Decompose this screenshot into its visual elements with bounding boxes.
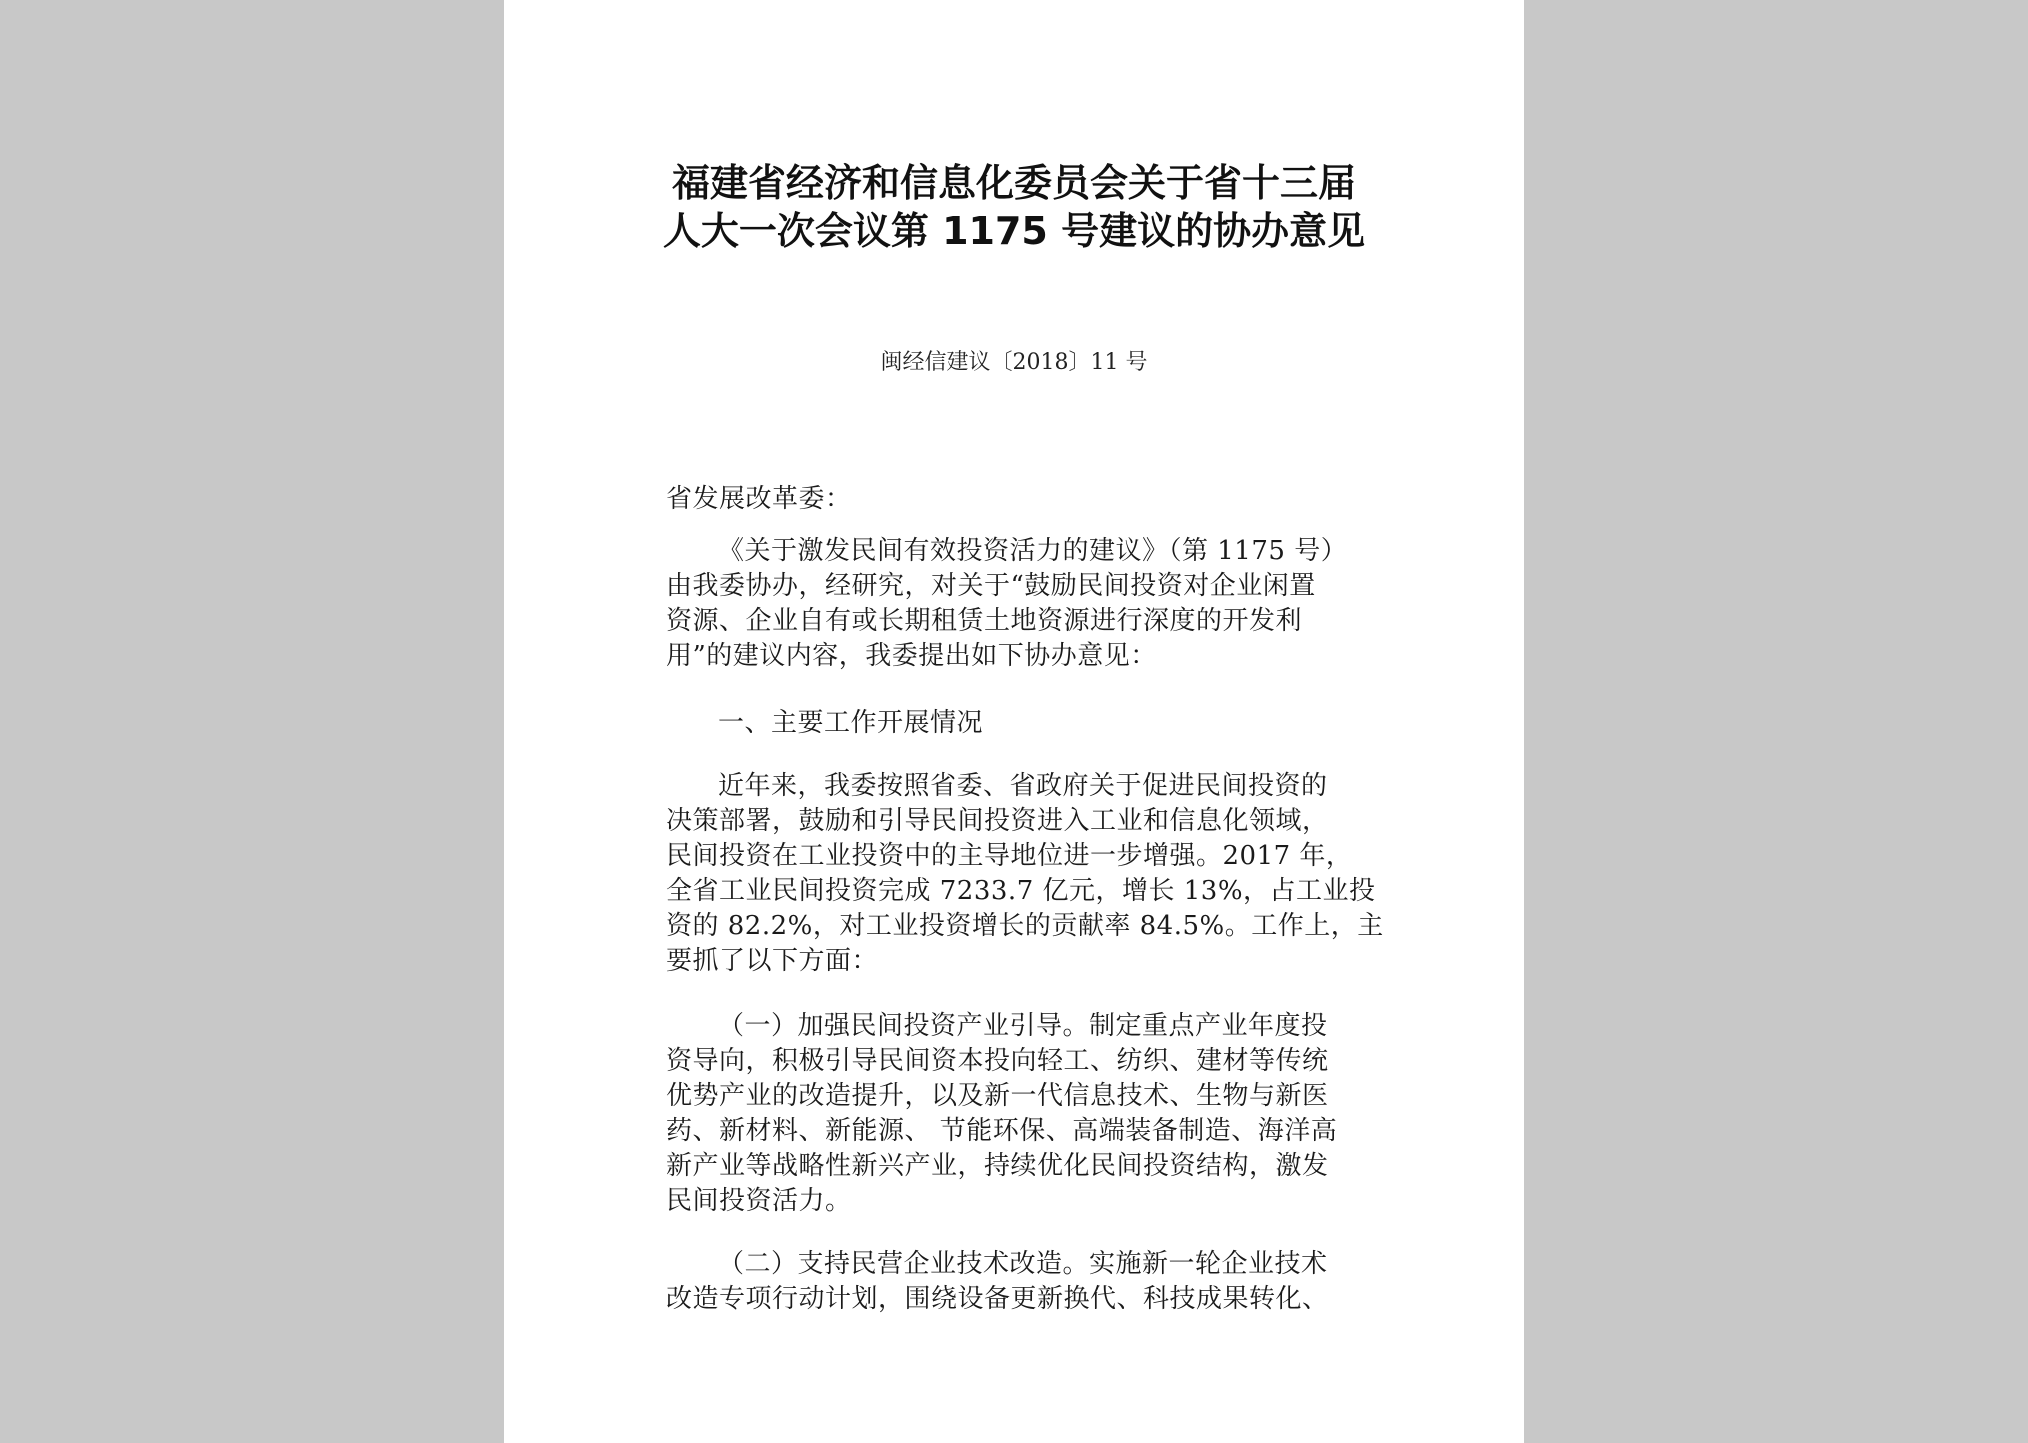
paragraph-4-line: （二）支持民营企业技术改造。实施新一轮企业技术 — [718, 1249, 1328, 1279]
document-number: 闽经信建议〔2018〕11 号 — [880, 350, 1148, 375]
paragraph-1-line: 《关于激发民间有效投资活力的建议》（第 1175 号） — [718, 536, 1348, 566]
paragraph-2-line: 近年来，我委按照省委、省政府关于促进民间投资的 — [718, 771, 1328, 801]
paragraph-2-line: 民间投资在工业投资中的主导地位进一步增强。2017 年， — [666, 841, 1353, 871]
paragraph-3-line: 药、新材料、新能源、 节能环保、高端装备制造、海洋高 — [666, 1116, 1338, 1146]
paragraph-4-line: 改造专项行动计划，围绕设备更新换代、科技成果转化、 — [666, 1284, 1329, 1314]
paragraph-1-line: 资源、企业自有或长期租赁土地资源进行深度的开发利 — [666, 606, 1303, 636]
paragraph-1-line: 由我委协办，经研究，对关于“鼓励民间投资对企业闲置 — [666, 571, 1316, 601]
section-heading-1: 一、主要工作开展情况 — [718, 708, 984, 738]
paragraph-3-line: （一）加强民间投资产业引导。制定重点产业年度投 — [718, 1011, 1328, 1041]
document-page — [504, 0, 1524, 1443]
paragraph-1-line: 用”的建议内容，我委提出如下协办意见： — [666, 641, 1157, 671]
paragraph-2-line: 决策部署，鼓励和引导民间投资进入工业和信息化领域， — [666, 806, 1329, 836]
paragraph-3-line: 资导向，积极引导民间资本投向轻工、纺织、建材等传统 — [666, 1046, 1329, 1076]
paragraph-3-line: 新产业等战略性新兴产业，持续优化民间投资结构，激发 — [666, 1151, 1329, 1181]
paragraph-2-line: 要抓了以下方面： — [666, 946, 879, 976]
document-title-line-1: 福建省经济和信息化委员会关于省十三届 — [671, 161, 1356, 205]
paragraph-3-line: 优势产业的改造提升，以及新一代信息技术、生物与新医 — [666, 1081, 1329, 1111]
paragraph-3-line: 民间投资活力。 — [666, 1186, 852, 1216]
paragraph-2-line: 资的 82.2%，对工业投资增长的贡献率 84.5%。工作上，主 — [666, 911, 1384, 941]
document-title-line-2: 人大一次会议第 1175 号建议的协办意见 — [662, 209, 1366, 253]
paragraph-2-line: 全省工业民间投资完成 7233.7 亿元，增长 13%，占工业投 — [666, 876, 1376, 906]
addressee: 省发展改革委： — [666, 484, 852, 514]
